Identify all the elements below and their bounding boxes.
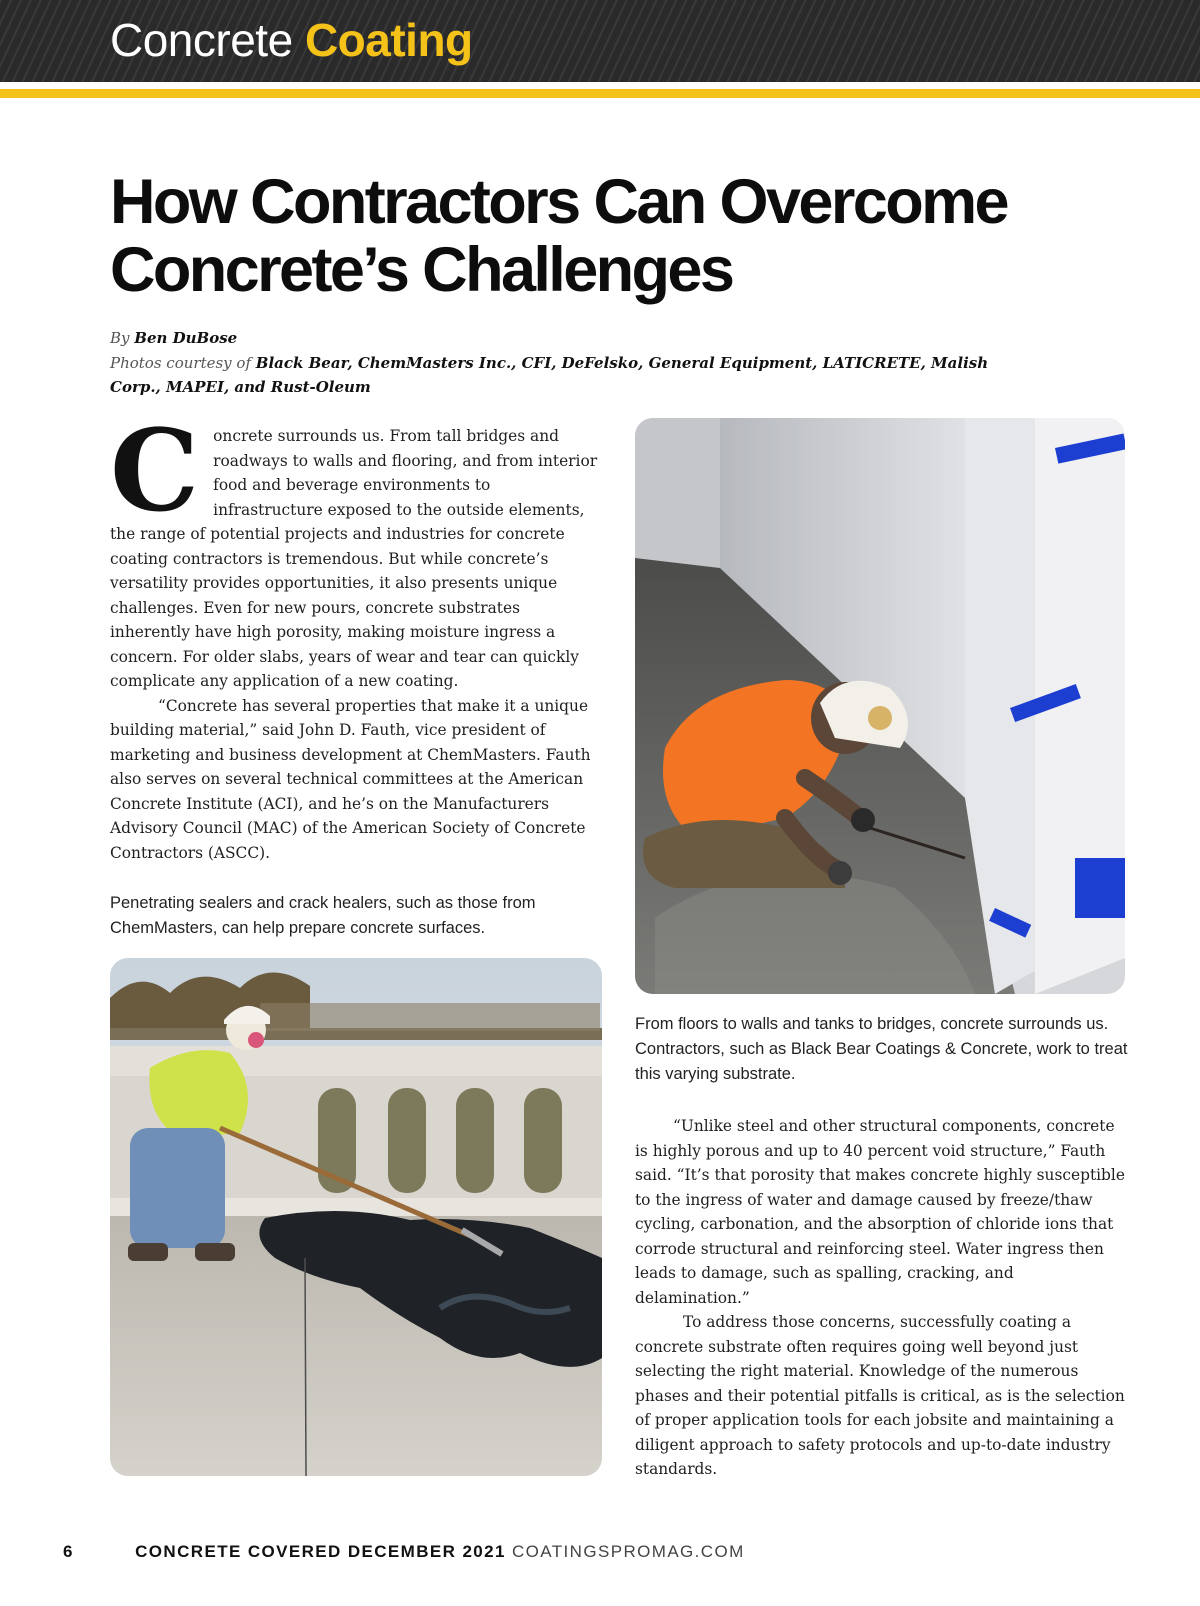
body-paragraph [110, 406, 602, 694]
body-column-left [110, 406, 602, 865]
photo-caption-right: From floors to walls and tanks to bridges, concrete surrounds us. Contractors, such as Black Bear Coatings & Concrete, work to treat this varying substrate. [635, 1015, 1128, 1083]
photo-credits-label: Photos courtesy of [110, 353, 251, 372]
body-paragraph: “Unlike steel and other structural components, concrete is highly porous and up to 40 percent void structure,” Fauth said. “It’s that porosity that makes concrete highly susceptible to the ingress of water and damage caused by freeze/thaw cycling, carbonation, and the absorption of chloride ions that corrode structural and reinforcing steel. Water ingress then leads to damage, such as spalling, cracking, and delamination.” [635, 1117, 1125, 1307]
photo-credits-line [110, 351, 1010, 400]
byline-label: By [110, 329, 130, 347]
page-footer [63, 1540, 1163, 1564]
byline [110, 326, 1010, 400]
author-line [110, 326, 1010, 351]
header-divider-white [0, 82, 1200, 86]
drop-cap: C [110, 406, 200, 537]
headline-line-1: How Contractors Can Overcome [110, 167, 1007, 237]
page-number: 6 [63, 1542, 74, 1561]
headline-line-2: Concrete’s Challenges [110, 235, 733, 305]
body-paragraph-text: oncrete surrounds us. From tall bridges and roadways to walls and flooring, and from interior food and beverage environments to infrastructure exposed to the outside elements, the range of potential projects and industries for concrete coating contractors is tremendous. But while concrete’s versatility provides opportunities, it also presents unique challenges. Even for new pours, concrete substrates inherently have high porosity, making moisture ingress a concern. For older slabs, years of wear and tear can quickly complicate any application of a new coating. [110, 427, 598, 690]
photo-caption-left: Penetrating sealers and crack healers, such as those from ChemMasters, can help prepare concrete surfaces. [110, 894, 536, 937]
article-headline [110, 168, 1090, 304]
section-title-word: Concrete [110, 14, 293, 66]
body-paragraph: “Concrete has several properties that make it a unique building material,” said John D. Fauth, vice president of marketing and business development at ChemMasters. Fauth also serves on several technical committees at the American Concrete Institute (ACI), and he’s on the Manufacturers Advisory Council (MAC) of the American Society of Concrete Contractors (ASCC). [110, 696, 591, 862]
body-column-right [635, 1114, 1125, 1482]
body-paragraph: To address those concerns, successfully coating a concrete substrate often requires going well beyond just selecting the right material. Knowledge of the numerous phases and their potential pitfalls is critical, as is the selection of proper application tools for each jobsite and maintaining a diligent approach to safety protocols and up-to-date industry standards. [635, 1313, 1125, 1478]
section-title [110, 12, 473, 68]
author-name: Ben DuBose [134, 329, 238, 347]
magazine-issue: CONCRETE COVERED DECEMBER 2021 [135, 1542, 506, 1561]
website-link[interactable]: COATINGSPROMAG.COM [512, 1542, 745, 1561]
header-divider-yellow [0, 89, 1200, 98]
photo-credits: Black Bear, ChemMasters Inc., CFI, DeFelsko, General Equipment, LATICRETE, Malish Corp., MAPEI, and Rust-Oleum [110, 353, 989, 396]
section-title-accent: Coating [304, 14, 473, 66]
interior-floor-photo [635, 418, 1125, 994]
bridge-sealer-photo [110, 958, 602, 1476]
section-header-band [0, 0, 1200, 82]
